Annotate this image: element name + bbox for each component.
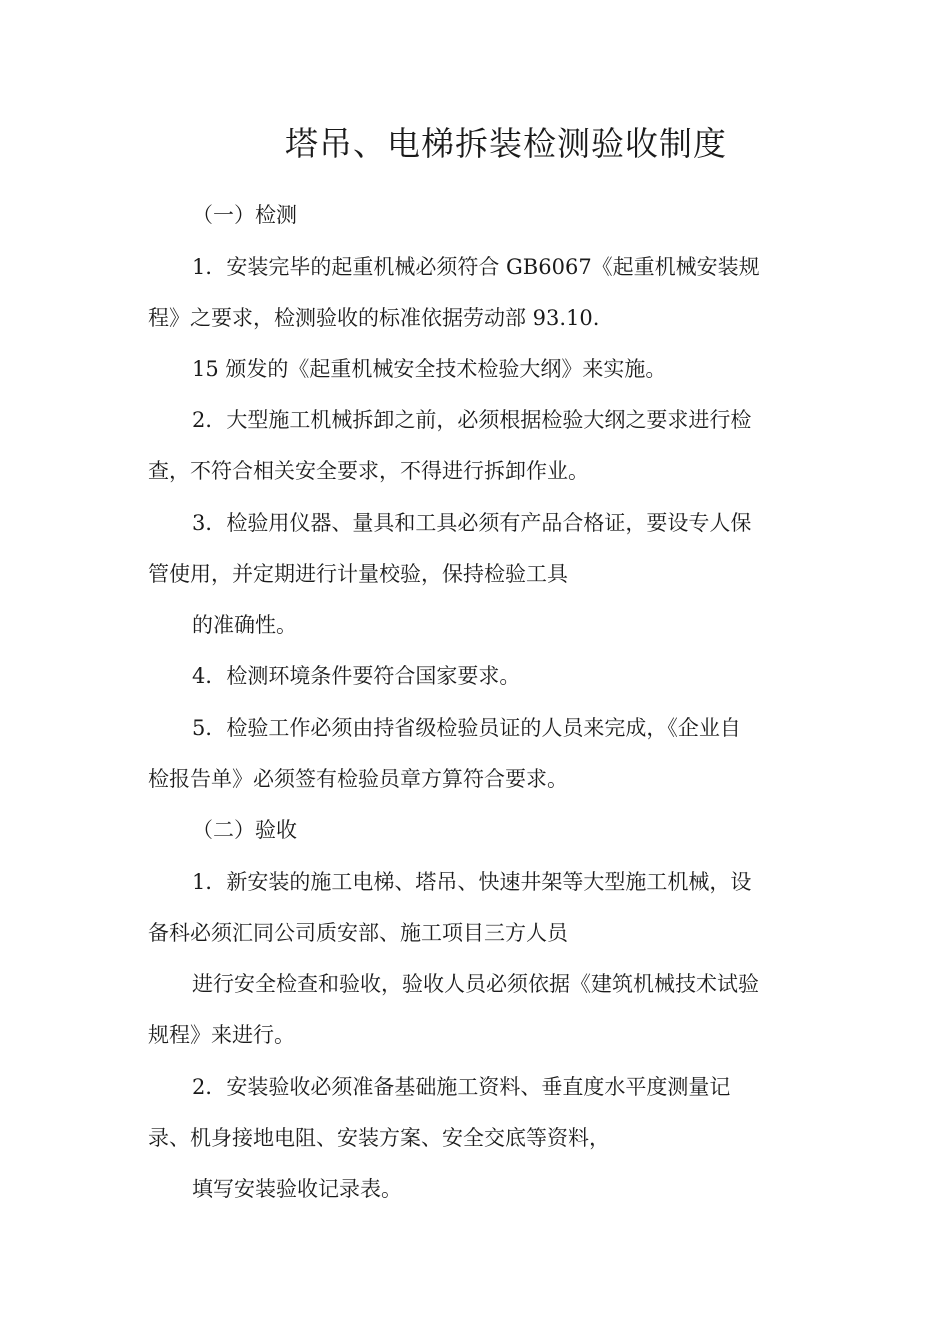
section-heading-inspection: （一）检测 <box>192 203 297 227</box>
paragraph-line: 检报告单》必须签有检验员章方算符合要求。 <box>148 767 568 791</box>
paragraph-line: 的准确性。 <box>192 613 297 637</box>
paragraph-line: 程》之要求，检测验收的标准依据劳动部 93.10. <box>148 306 600 330</box>
paragraph-line: 15 颁发的《起重机械安全技术检验大纲》来实施。 <box>192 357 667 381</box>
paragraph-line: 4．检测环境条件要符合国家要求。 <box>192 664 521 688</box>
paragraph-line: 规程》来进行。 <box>148 1023 295 1047</box>
paragraph-line: 进行安全检查和验收，验收人员必须依据《建筑机械技术试验 <box>192 972 759 996</box>
paragraph-line: 3．检验用仪器、量具和工具必须有产品合格证，要设专人保 <box>192 511 752 535</box>
paragraph-line: 管使用，并定期进行计量校验，保持检验工具 <box>148 562 568 586</box>
section-heading-acceptance: （二）验收 <box>192 818 297 842</box>
paragraph-line: 备科必须汇同公司质安部、施工项目三方人员 <box>148 921 568 945</box>
paragraph-line: 1．安装完毕的起重机械必须符合 GB6067《起重机械安装规 <box>192 255 760 279</box>
paragraph-line: 录、机身接地电阻、安装方案、安全交底等资料， <box>148 1126 610 1150</box>
paragraph-line: 填写安装验收记录表。 <box>192 1177 402 1201</box>
document-title: 塔吊、电梯拆装检测验收制度 <box>285 124 727 163</box>
paragraph-line: 2．大型施工机械拆卸之前，必须根据检验大纲之要求进行检 <box>192 408 752 432</box>
paragraph-line: 5．检验工作必须由持省级检验员证的人员来完成，《企业自 <box>192 716 741 740</box>
paragraph-line: 1．新安装的施工电梯、塔吊、快速井架等大型施工机械，设 <box>192 870 752 894</box>
paragraph-line: 查，不符合相关安全要求，不得进行拆卸作业。 <box>148 459 589 483</box>
paragraph-line: 2．安装验收必须准备基础施工资料、垂直度水平度测量记 <box>192 1075 731 1099</box>
